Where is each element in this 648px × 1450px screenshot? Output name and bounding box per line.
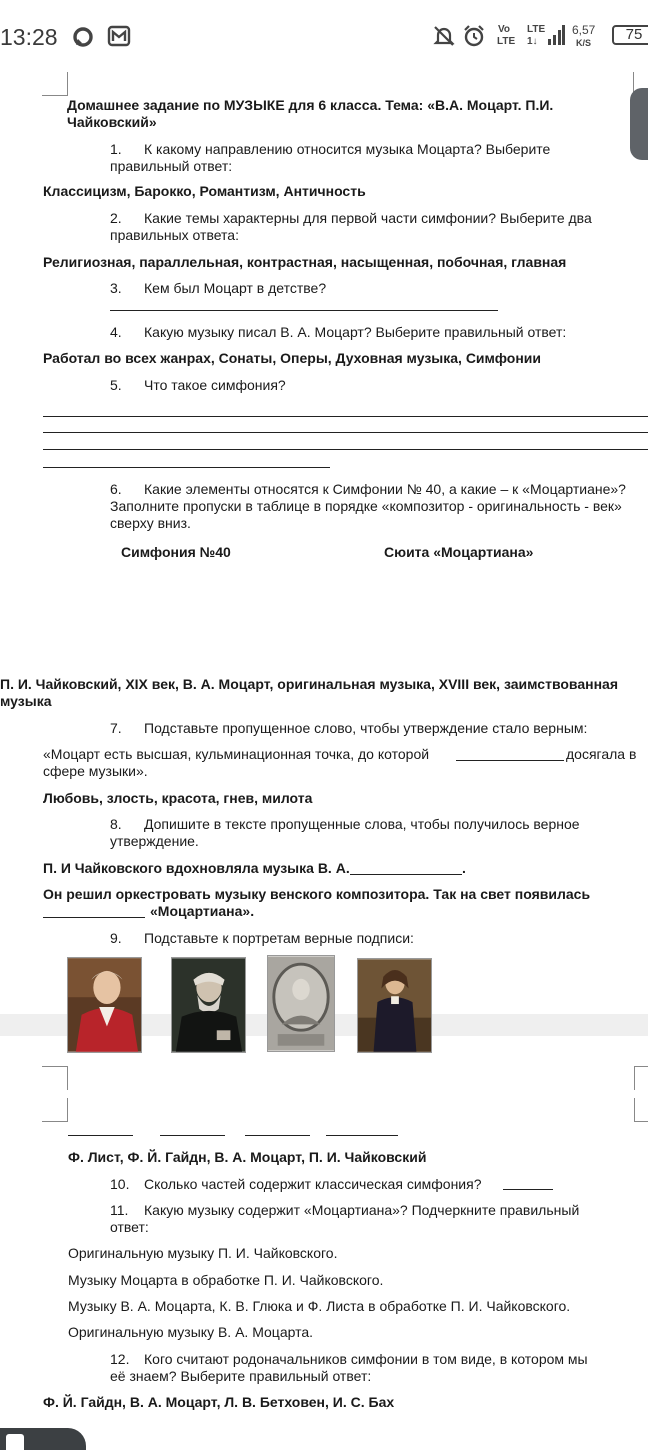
word-bank-9: Ф. Лист, Ф. Й. Гайдн, В. А. Моцарт, П. И. Чайковский — [68, 1149, 427, 1165]
status-bar — [0, 0, 648, 72]
question-9 — [110, 930, 414, 947]
portrait-liszt — [357, 958, 432, 1053]
question-1-text: К какому направлению относится музыка Моцарта? Выберите — [144, 141, 551, 157]
option-11-2: Музыку Моцарта в обработке П. И. Чайковского. — [68, 1272, 384, 1288]
question-2 — [110, 210, 592, 227]
answer-options-7: Любовь, злость, красота, гнев, милота — [43, 790, 313, 806]
question-10-number: 10. — [110, 1176, 130, 1192]
answer-line-5b — [43, 432, 648, 433]
statement-8-1: П. И Чайковского вдохновляла музыка В. А. — [43, 860, 350, 876]
crop-mark-bottom-right — [634, 1066, 648, 1090]
answer-options-12: Ф. Й. Гайдн, В. А. Моцарт, Л. В. Бетховен, И. С. Бах — [43, 1394, 395, 1410]
answer-line-3 — [110, 310, 498, 311]
blank-10 — [503, 1189, 553, 1190]
question-9-text: Подставьте к портретам верные подписи: — [144, 930, 414, 946]
question-8-number: 8. — [110, 816, 122, 832]
clock: 13:28 — [0, 24, 58, 50]
mute-icon — [432, 24, 456, 48]
page-icon — [6, 1434, 24, 1450]
question-12-number: 12. — [110, 1351, 130, 1367]
question-4-number: 4. — [110, 324, 122, 340]
signal-icon — [547, 24, 565, 46]
label-line-3 — [245, 1135, 310, 1136]
portrait-mozart-red-coat — [67, 957, 142, 1053]
question-2-text-line2: правильных ответа: — [110, 227, 239, 243]
speed-unit: K/S — [576, 38, 592, 48]
question-3-number: 3. — [110, 280, 122, 296]
quote-7-end: досягала в — [566, 746, 637, 762]
lte-label-top: LTE — [527, 24, 546, 35]
question-1-number: 1. — [110, 141, 122, 157]
portrait-haydn-engraving — [267, 955, 335, 1052]
option-11-4: Оригинальную музыку В. А. Моцарта. — [68, 1324, 314, 1340]
question-6-text-line3: сверху вниз. — [110, 515, 191, 531]
question-5-text: Что такое симфония? — [144, 377, 286, 393]
question-1-text-line2: правильный ответ: — [110, 158, 233, 174]
speed-value: 6,57 — [572, 23, 596, 37]
question-3-text: Кем был Моцарт в детстве? — [144, 280, 327, 296]
crop-mark-bottom-left — [42, 1066, 68, 1090]
blank-8-2 — [43, 917, 145, 918]
word-bank-6-line2: музыка — [0, 693, 52, 709]
question-12 — [110, 1351, 588, 1368]
volte-label-top: Vo — [498, 24, 511, 35]
option-11-1: Оригинальную музыку П. И. Чайковского. — [68, 1245, 338, 1261]
answer-line-5c — [43, 449, 648, 450]
answer-line-5d — [43, 467, 330, 468]
question-10-text: Сколько частей содержит классическая симфония? — [144, 1176, 482, 1192]
question-1 — [110, 141, 550, 158]
question-5 — [110, 377, 286, 394]
battery-level: 75 — [625, 26, 643, 43]
statement-8-3: «Моцартиана». — [150, 903, 255, 919]
volte-label-bottom: LTE — [497, 36, 516, 47]
question-10 — [110, 1176, 481, 1193]
label-line-4 — [326, 1135, 398, 1136]
question-6-text-line2: Заполните пропуски в таблице в порядке «композитор - оригинальность - век» — [110, 498, 622, 514]
document-title-line2: Чайковский» — [67, 114, 157, 130]
answer-options-2: Религиозная, параллельная, контрастная, насыщенная, побочная, главная — [43, 254, 567, 270]
document-title-line1: Домашнее задание по МУЗЫКЕ для 6 класса. Тема: «В.А. Моцарт. П.И. — [67, 97, 554, 113]
crop-mark-top-left — [42, 72, 68, 96]
crop-mark-next-top-right — [634, 1098, 648, 1122]
battery-icon — [612, 25, 648, 45]
crop-mark-next-top-left — [42, 1098, 68, 1122]
option-11-3: Музыку В. А. Моцарта, К. В. Глюка и Ф. Листа в обработке П. И. Чайковского. — [68, 1298, 571, 1314]
question-6 — [110, 481, 626, 498]
blank-7 — [456, 760, 564, 761]
quote-7-start: «Моцарт есть высшая, кульминационная точка, до которой — [43, 746, 430, 762]
question-2-text: Какие темы характерны для первой части симфонии? Выберите два — [144, 210, 592, 226]
question-5-number: 5. — [110, 377, 122, 393]
question-6-number: 6. — [110, 481, 122, 497]
question-8-text: Допишите в тексте пропущенные слова, чтобы получилось верное — [144, 816, 580, 832]
answer-options-1: Классицизм, Барокко, Романтизм, Античность — [43, 183, 366, 199]
question-7 — [110, 720, 587, 737]
answer-line-5a — [43, 416, 648, 417]
statement-8-1-end: . — [462, 860, 466, 876]
side-panel-handle[interactable] — [630, 88, 648, 160]
blank-8-1 — [350, 874, 462, 875]
question-12-text-line2: её знаем? Выберите правильный ответ: — [110, 1368, 372, 1384]
question-9-number: 9. — [110, 930, 122, 946]
question-4 — [110, 324, 566, 341]
question-6-text: Какие элементы относятся к Симфонии № 40, а какие – к «Моцартиане»? — [144, 481, 626, 497]
table-header-symphony-40: Симфония №40 — [121, 544, 231, 560]
answer-options-4: Работал во всех жанрах, Сонаты, Оперы, Духовная музыка, Симфонии — [43, 350, 541, 366]
question-11-text-line2: ответ: — [110, 1219, 149, 1235]
question-8-text-line2: утверждение. — [110, 833, 199, 849]
question-7-text: Подставьте пропущенное слово, чтобы утверждение стало верным: — [144, 720, 588, 736]
question-11 — [110, 1202, 579, 1219]
question-8 — [110, 816, 580, 833]
question-2-number: 2. — [110, 210, 122, 226]
label-line-2 — [160, 1135, 225, 1136]
lte-label-bottom: 1↓ — [527, 36, 538, 47]
question-12-text: Кого считают родоначальников симфонии в том виде, в котором мы — [144, 1351, 588, 1367]
m-app-icon — [107, 24, 131, 48]
label-line-1 — [68, 1135, 133, 1136]
alarm-icon — [462, 24, 486, 48]
table-header-mozartiana: Сюита «Моцартиана» — [384, 544, 534, 560]
question-4-text: Какую музыку писал В. А. Моцарт? Выберите правильный ответ: — [144, 324, 567, 340]
question-7-number: 7. — [110, 720, 122, 736]
question-11-number: 11. — [110, 1202, 129, 1218]
quote-7-line2: сфере музыки». — [43, 763, 148, 779]
question-3 — [110, 280, 326, 297]
statement-8-2: Он решил оркестровать музыку венского композитора. Так на свет появилась — [43, 886, 591, 902]
chat-icon — [72, 26, 94, 48]
portrait-tchaikovsky — [171, 957, 246, 1053]
word-bank-6-line1: П. И. Чайковский, XIX век, В. А. Моцарт, оригинальная музыка, XVIII век, заимствованная — [0, 676, 618, 692]
question-11-text: Какую музыку содержит «Моцартиана»? Подчеркните правильный — [144, 1202, 580, 1218]
